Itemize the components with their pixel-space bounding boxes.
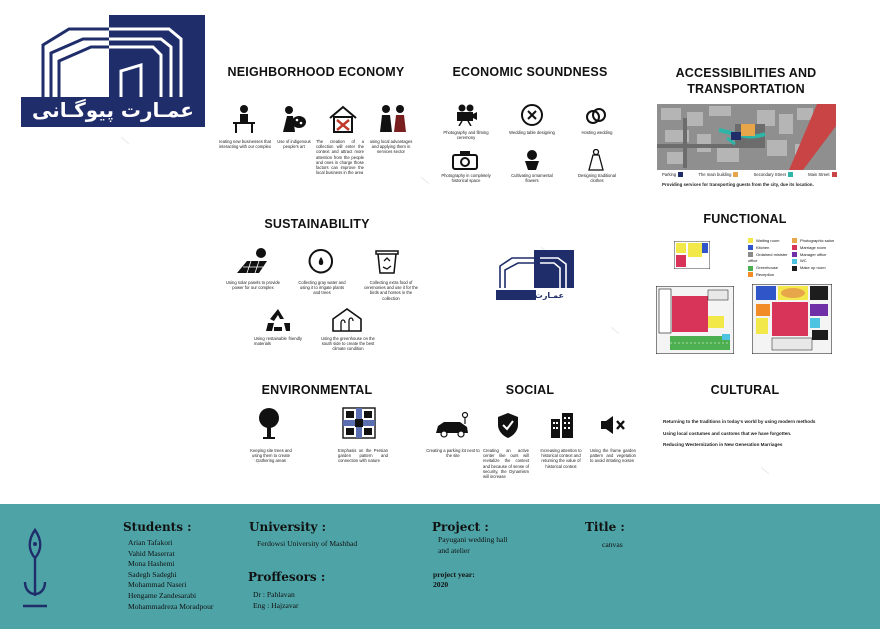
logo-arabic-text: عمـارت پیوگـانی xyxy=(21,97,205,123)
artist-palette-icon xyxy=(278,103,308,135)
persian-garden-icon xyxy=(341,406,377,440)
economic-item-6: Designing traditional clothes xyxy=(578,173,616,184)
environmental-title: ENVIRONMENTAL xyxy=(261,383,373,397)
environmental-item-2: Emphasis on the Persian garden pattern and connection with nature xyxy=(338,448,388,464)
legend-main-building-swatch xyxy=(733,172,738,177)
security-shield-icon xyxy=(494,410,522,440)
social-item-2: Creating an active center like ours will revitalize the context and because of sense of security, the Dynamism will increase xyxy=(483,448,529,480)
access-legend xyxy=(662,172,842,177)
ground-floor-plan xyxy=(656,286,734,354)
wedding-table-icon xyxy=(517,103,547,127)
legend-main-street: Main Street xyxy=(808,172,830,177)
legend-kitchen: Kitchen xyxy=(748,245,798,252)
university-name: Ferdowsi University of Mashhad xyxy=(257,539,358,548)
economic-item-2: Wedding table designing xyxy=(509,130,555,135)
legend-parking-swatch xyxy=(678,172,683,177)
professor-2: Eng : Hajzavar xyxy=(253,600,299,610)
legend-secondary-street: Secondary Street xyxy=(753,172,786,177)
recycle-water-icon xyxy=(306,246,336,276)
university-emblem xyxy=(20,526,50,610)
functional-legend xyxy=(748,238,848,278)
legend-parking: Parking xyxy=(662,172,677,177)
sustainability-title: SUSTAINABILITY xyxy=(264,217,370,231)
professors-list xyxy=(253,590,373,611)
student-1: Arian Tafakori xyxy=(128,538,173,547)
legend-minister-office: Ordained minister office xyxy=(748,251,788,264)
access-title: ACCESSIBILITIES AND TRANSPORTATION xyxy=(675,66,817,96)
neighborhood-item-4: using local advantages and applying them in services sector xyxy=(369,139,413,155)
student-7: Mohammadreza Moradpour xyxy=(128,601,214,611)
student-2: Vahid Maserrat xyxy=(128,548,175,558)
site-aerial-map xyxy=(657,104,836,170)
sustainability-item-4: Using restainable friendly materials xyxy=(254,336,302,347)
economic-item-3: Hosting wedding xyxy=(581,130,613,135)
professors-label: Proffesors : xyxy=(248,570,326,584)
film-camera-icon xyxy=(452,103,480,127)
economic-title: ECONOMIC SOUNDNESS xyxy=(452,65,608,79)
brand-logo xyxy=(21,15,205,127)
legend-waiting-room: Waiting room xyxy=(748,238,798,245)
student-5: Mohammad Naseri xyxy=(128,580,187,590)
social-item-1: Creating a parking lot next to the site xyxy=(426,448,480,459)
legend-photo-salon: Photographic salon xyxy=(792,238,848,245)
legend-main-building: The main building xyxy=(698,172,732,177)
project-year: 2020 xyxy=(433,580,449,589)
project-label: Project : xyxy=(432,520,489,534)
legend-reception: Reception xyxy=(748,272,798,279)
solar-panel-icon xyxy=(234,246,272,276)
sustainability-item-2: Collecting gray water and using it to irrigate plants and trees xyxy=(298,280,346,296)
access-note: Providing services for transporting guests from the city, due its location. xyxy=(662,182,814,187)
cultural-list xyxy=(663,416,843,451)
first-floor-plan xyxy=(752,284,832,354)
sustainability-item-5: Using the greenhouse on the south side to create the best climate condition xyxy=(321,336,375,352)
neighborhood-item-1: reating new businesses that interacting with our complex xyxy=(219,139,271,150)
neighborhood-item-3: The creation of a collection will enter the context and attract more attention from the people and ones in charge those factors can improve the local business in the area xyxy=(316,139,364,176)
project-name xyxy=(438,535,558,556)
project-line-1: Payugani wedding hall xyxy=(438,535,508,544)
student-3: Mona Hashemi xyxy=(128,559,175,569)
greenhouse-icon xyxy=(330,306,364,334)
house-tools-icon xyxy=(326,103,360,135)
title-value: canvas xyxy=(602,540,623,549)
footer-band xyxy=(0,504,880,629)
legend-makeup-room: Make up room xyxy=(792,265,848,272)
cultural-line-1: Returning to the traditions in today's world by using modern methods xyxy=(663,419,816,424)
cultural-title: CULTURAL xyxy=(710,383,780,397)
project-line-2: and atelier xyxy=(438,545,470,555)
traditional-dress-icon xyxy=(584,148,608,172)
sustainability-item-1: Using solar panels to provide power for our complex xyxy=(226,280,281,291)
tree-icon xyxy=(254,406,284,440)
worker-desk-icon xyxy=(230,103,258,135)
students-label: Students : xyxy=(123,520,192,534)
student-4: Sadegh Sadeghi xyxy=(128,569,177,579)
social-title: SOCIAL xyxy=(505,383,555,397)
recycle-bin-icon xyxy=(372,246,402,276)
wedding-rings-icon xyxy=(582,103,610,127)
mute-speaker-icon xyxy=(598,412,628,438)
legend-wc: WC xyxy=(792,258,848,265)
students-list xyxy=(128,538,248,612)
legend-main-street-swatch xyxy=(832,172,837,177)
recycle-icon xyxy=(263,306,293,334)
university-label: University : xyxy=(249,520,327,534)
center-logo xyxy=(490,250,574,302)
flower-pot-icon xyxy=(519,148,545,172)
title-label: Title : xyxy=(585,520,625,534)
parking-car-icon xyxy=(434,410,470,440)
legend-marriage-room: Marriage room xyxy=(792,245,848,252)
student-6: Hengame Zandesarabi xyxy=(128,590,197,600)
social-item-3: Increasing attention to historical context and returning the value of historical context xyxy=(540,448,582,469)
center-logo-text: عمـارت پیوگـانی xyxy=(499,291,564,300)
legend-greenhouse: Greenhouse xyxy=(748,265,798,272)
sustainability-item-3: Collecting extra food of ceremonies and use it for the birds and horses in the collection xyxy=(364,280,419,301)
small-plan xyxy=(674,241,710,269)
legend-manager-office: Manager office xyxy=(792,252,848,259)
functional-title: FUNCTIONAL xyxy=(703,212,787,226)
photo-camera-icon xyxy=(450,148,480,172)
cultural-line-2: Using local costumes and customs that we have forgotten. xyxy=(663,430,792,436)
building-outline-icon xyxy=(21,15,205,99)
economic-item-4: Photography in completely historical space xyxy=(441,173,491,184)
neighborhood-item-2: Use of indigenous people's art xyxy=(277,139,311,150)
professor-1: Dr : Pahlavan xyxy=(253,590,295,599)
cultural-line-3: Reducing Westernization in New Generation Marriages xyxy=(663,442,783,447)
neighborhood-title: NEIGHBORHOOD ECONOMY xyxy=(227,65,405,79)
historic-building-icon xyxy=(548,410,576,440)
local-people-icon xyxy=(376,103,410,135)
social-item-4: Using the frame garden pattern and vegetation to avoid irritating noises xyxy=(590,448,636,464)
legend-secondary-street-swatch xyxy=(788,172,793,177)
environmental-item-1: Keeping site trees and using them to create Gathering areas xyxy=(250,448,292,464)
economic-item-5: Cultivating ornamental flowers xyxy=(511,173,553,184)
economic-item-1: Photography and filming ceremony xyxy=(443,130,489,141)
year-label: project year: xyxy=(433,570,475,579)
